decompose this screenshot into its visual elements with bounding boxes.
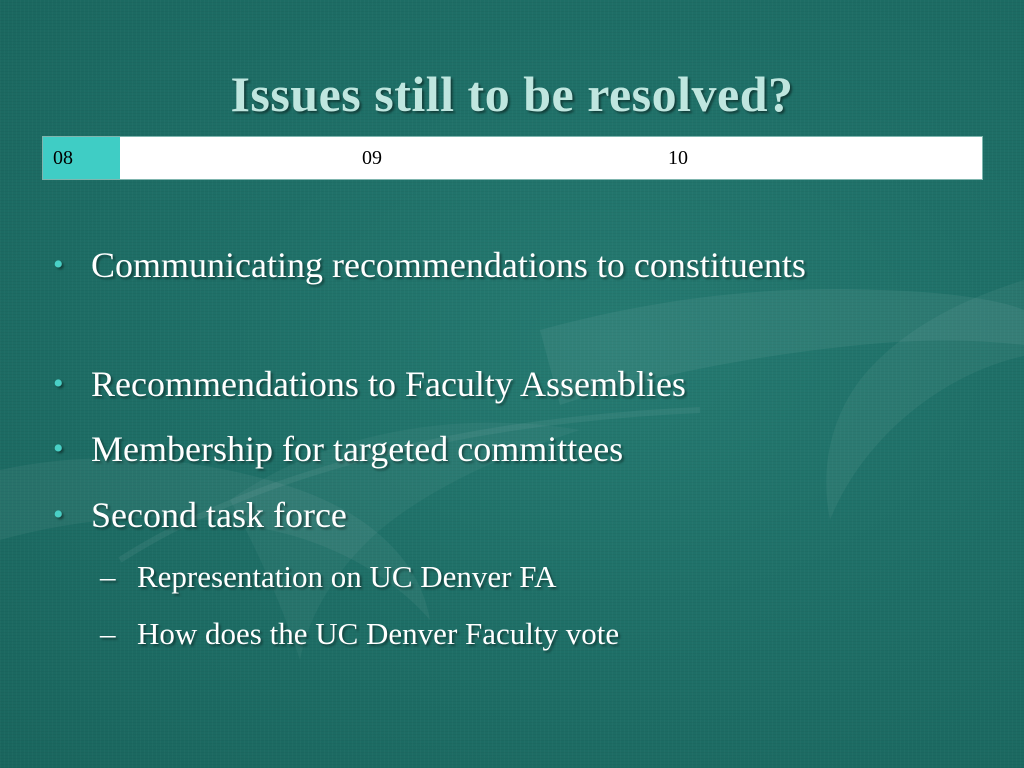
bullet-text: Membership for targeted committees bbox=[91, 429, 624, 469]
sub-bullet-text: How does the UC Denver Faculty vote bbox=[137, 616, 620, 651]
timeline-cell: 10 bbox=[668, 147, 688, 169]
bullet-marker: • bbox=[53, 498, 64, 531]
timeline-bar bbox=[42, 136, 983, 180]
timeline-cell-active: 08 bbox=[43, 137, 120, 179]
sub-bullet-marker: – bbox=[100, 559, 116, 594]
bullet-text: Second task force bbox=[91, 495, 347, 535]
sub-bullet-text: Representation on UC Denver FA bbox=[137, 559, 557, 594]
bullet-marker: • bbox=[53, 248, 64, 281]
bullet-marker: • bbox=[53, 432, 64, 465]
bullet-marker: • bbox=[53, 367, 64, 400]
timeline-cell: 09 bbox=[362, 147, 382, 169]
bullet-text: Communicating recommendations to constituents bbox=[91, 245, 806, 285]
swoosh-shape-center bbox=[230, 423, 580, 660]
slide-title: Issues still to be resolved? bbox=[230, 66, 794, 122]
sub-bullet-marker: – bbox=[100, 616, 116, 651]
bullet-text: Recommendations to Faculty Assemblies bbox=[91, 364, 686, 404]
